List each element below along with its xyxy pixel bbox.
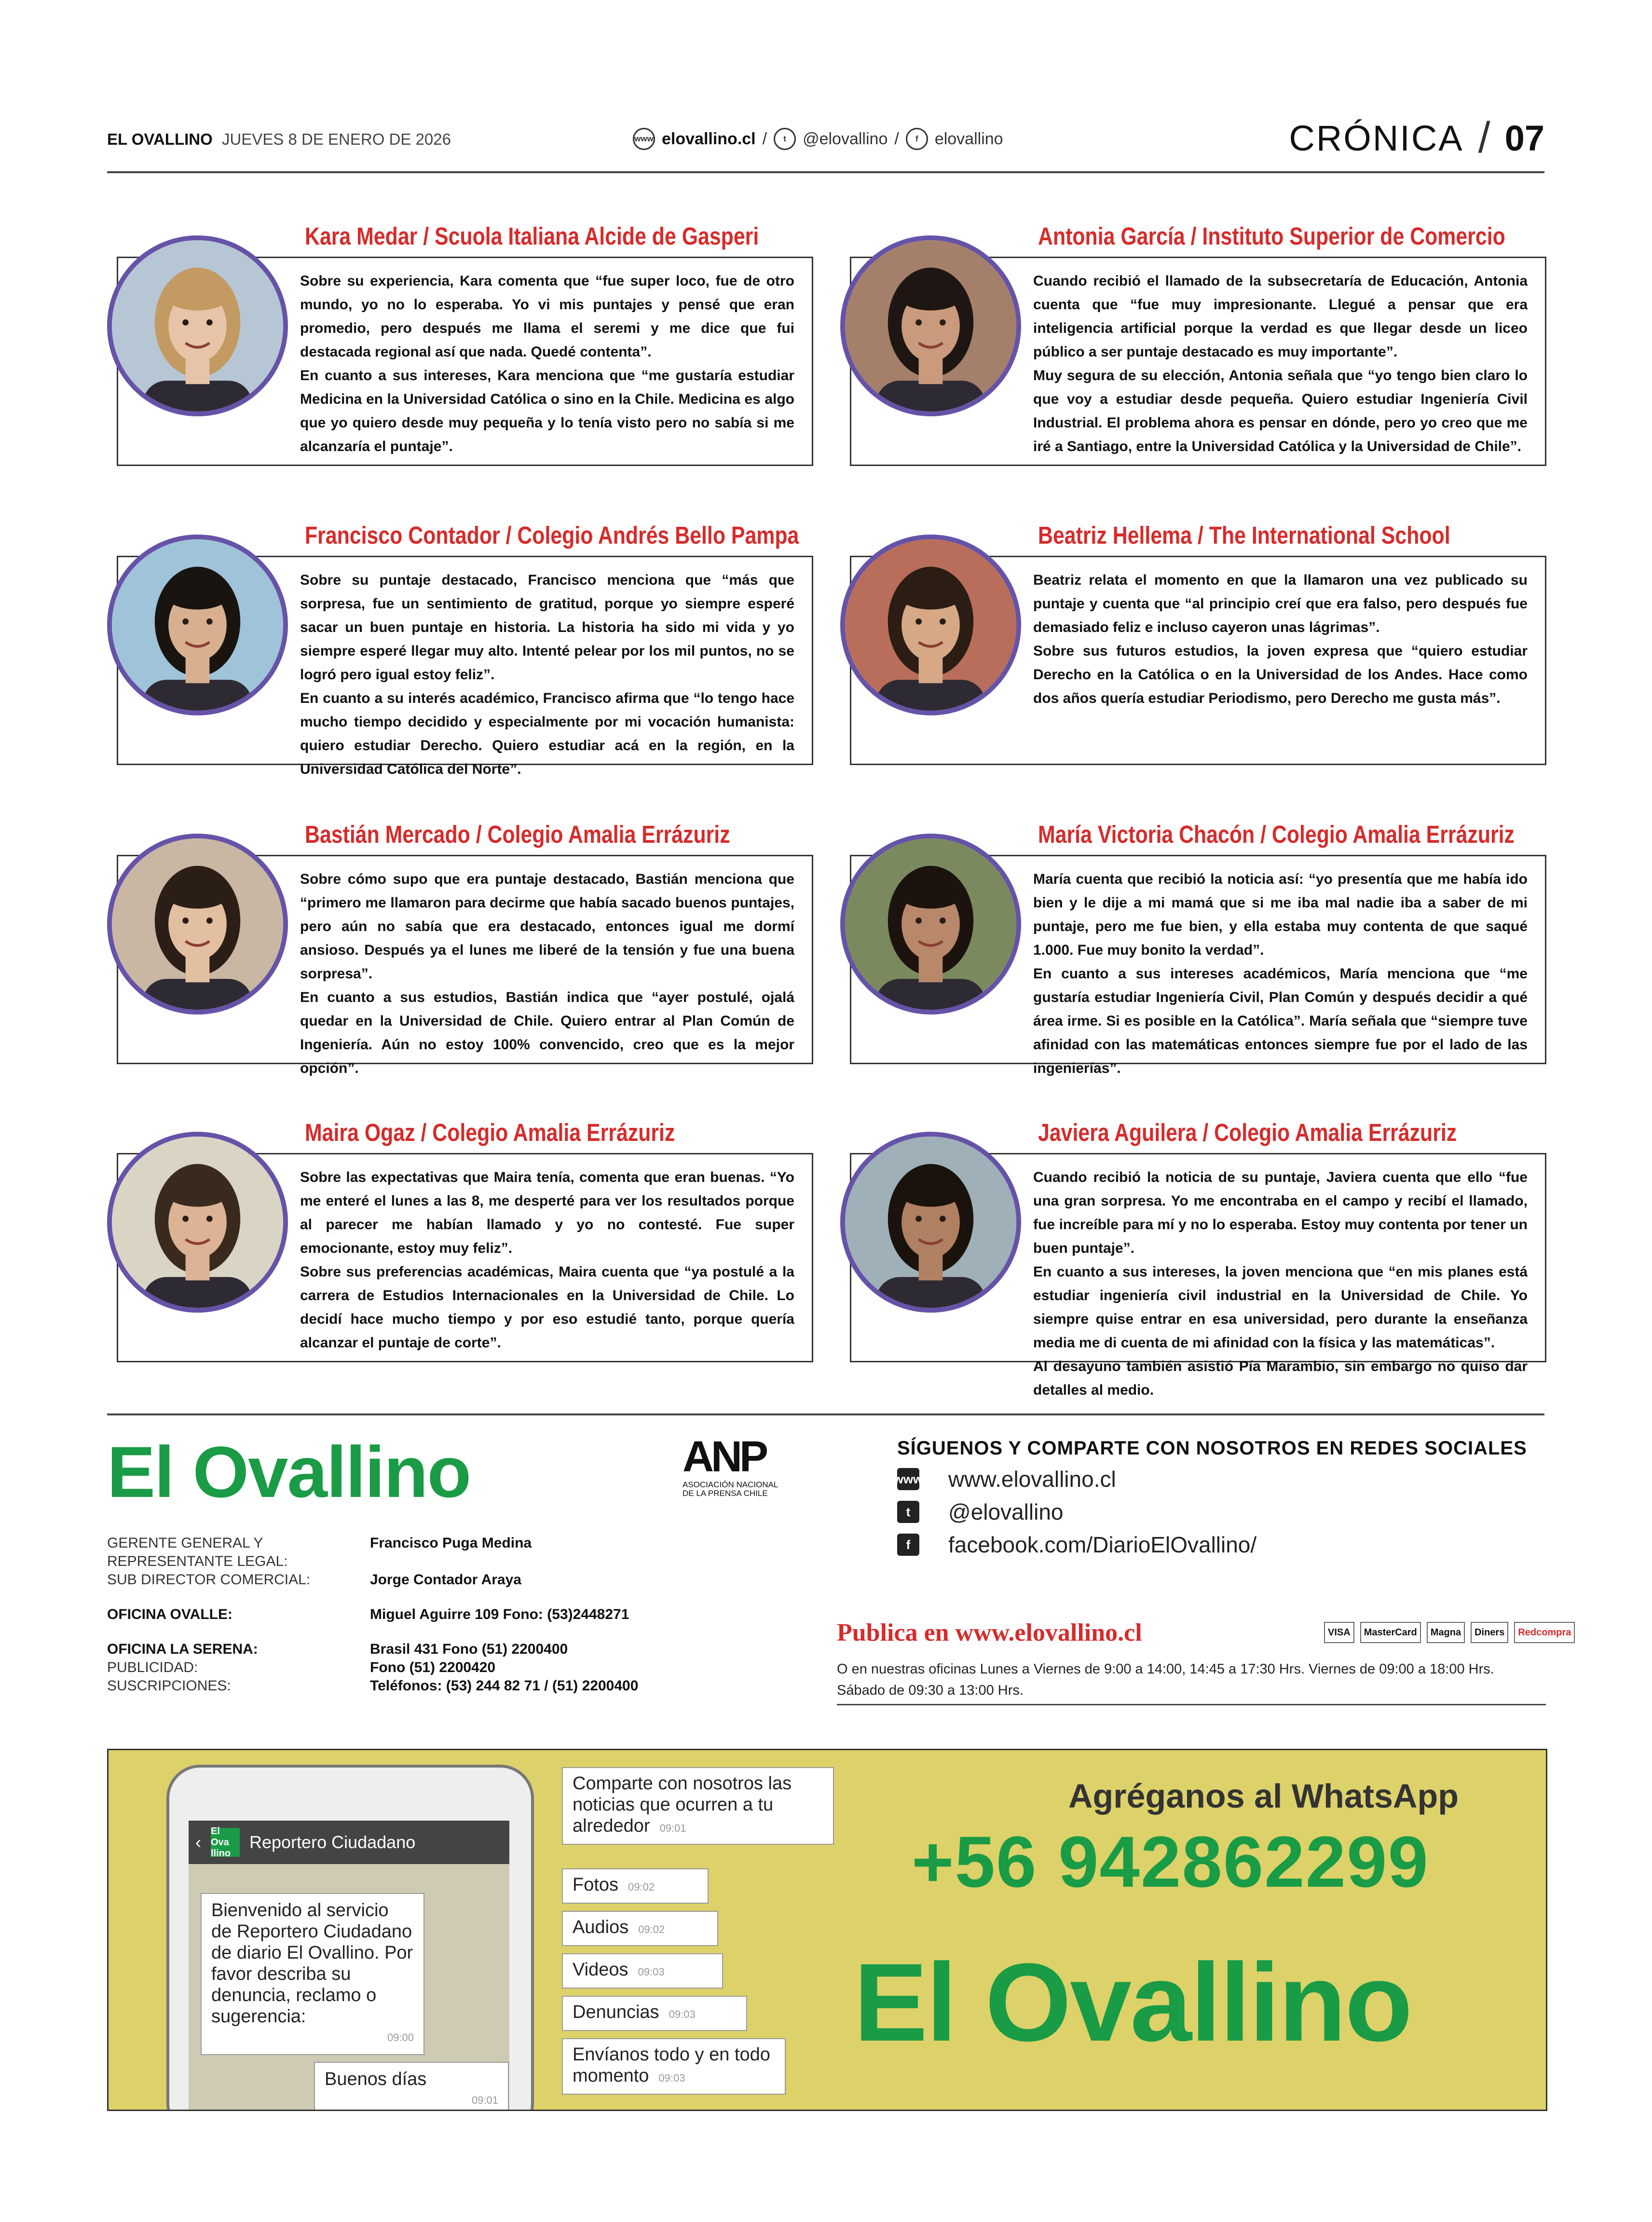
page-header [107, 113, 1544, 173]
profile-text [300, 1166, 794, 1355]
magna-card-icon: Magna [1427, 1622, 1465, 1643]
profile-paragraph: Sobre cómo supo que era puntaje destacado, Bastián menciona que “primero me llamaron para decirme que había sacado buenos puntajes, pero aún no sabía que era destacado, entonces igual me dormí ansioso. Después ya el lunes me liberé de la tensión y fue una buena sorpresa”. [300, 871, 794, 982]
profile-name: Maira Ogaz / Colegio Amalia Errázuriz [305, 1119, 675, 1146]
chat-bubble: Videos 09:03 [562, 1953, 723, 1989]
masthead [107, 130, 451, 149]
profile-card [840, 1118, 1544, 1398]
profile-name: Kara Medar / Scuola Italiana Alcide de Gasperi [305, 222, 759, 250]
profile-text [1033, 867, 1528, 1080]
www-icon: www [897, 1468, 919, 1490]
profile-name: María Victoria Chacón / Colegio Amalia Errázuriz [1038, 821, 1515, 848]
chat-bubble: Comparte con nosotros las noticias que ocurren a tu alrededor 09:01 [562, 1767, 834, 1845]
anp-logo [683, 1435, 779, 1517]
section-name: CRÓNICA [1289, 118, 1464, 158]
profile-card [107, 1118, 811, 1374]
profile-card [107, 222, 811, 478]
chat-avatar: El Ova llino [211, 1828, 240, 1857]
staff-row: SUSCRIPCIONES: Teléfonos: (53) 244 82 71 / (51) 2200400 [107, 1678, 639, 1694]
profile-paragraph: En cuanto a sus estudios, Bastián indica que “ayer postulé, ojalá quedar en la Universidad de Chile. Quiero entrar al Plan Común de Ingeniería. Aún no estoy 100% convencido, creo que es la mejor opción”. [300, 989, 794, 1076]
profile-text [300, 269, 794, 458]
facebook-icon: f [906, 128, 928, 150]
profile-text [300, 568, 794, 781]
social-title: SÍGUENOS Y COMPARTE CON NOSOTROS EN REDES SOCIALES [897, 1438, 1527, 1459]
header-social: www elovallino.cl / t @elovallino / f elovallino [633, 128, 1003, 150]
profile-text [1033, 269, 1528, 458]
profile-paragraph: En cuanto a sus intereses, la joven menciona que “en mis planes está estudiar ingeniería civil industrial en la Universidad de Chile. Yo siempre quise entrar en esa universidad, pero durante la enseñanza media me di cuenta de mi afinidad con la física y las matemáticas”. [1033, 1264, 1528, 1351]
chat-bubble: Envíanos todo y en todo momento 09:03 [562, 2038, 786, 2095]
profile-card [840, 521, 1544, 777]
office-hours: O en nuestras oficinas Lunes a Viernes de 9:00 a 14:00, 14:45 a 17:30 Hrs. Viernes de 09:00 a 18:00 Hrs. Sábado de 09:30 a 13:00 Hrs. [837, 1659, 1546, 1705]
profile-paragraph: En cuanto a su interés académico, Francisco afirma que “lo tengo hace mucho tiempo decidido y especialmente por mi vocación humanista: quiero estudiar Derecho. Quiero estudiar acá en la región, en la Universidad Católica del Norte”. [300, 690, 794, 777]
profile-paragraph: María cuenta que recibió la noticia así: “yo presentía que me había ido bien y le dije a mi mamá que si me iba mal nadie iba a saber de mi puntaje, pero me fue bien, y ella estaba muy contenta de que saqué 1.000. Fue muy bonito la verdad”. [1033, 871, 1528, 958]
profile-paragraph: Sobre sus preferencias académicas, Maira cuenta que “ya postulé a la carrera de Estudios Internacionales en la Universidad de Chile. Lo decidí hace mucho tiempo y por eso estudié tanto, porque quería alcanzar el puntaje de corte”. [300, 1264, 794, 1351]
profile-photo [840, 535, 1021, 715]
profile-text [1033, 568, 1528, 710]
profile-name: Beatriz Hellema / The International School [1038, 521, 1450, 549]
profile-paragraph: Cuando recibió la noticia de su puntaje, Javiera cuenta que ello “fue una gran sorpresa. Yo me encontraba en el campo y recibí el llamado, fue increíble para mí y no lo esperaba. Estoy muy contenta por tener un buen puntaje”. [1033, 1169, 1528, 1256]
profile-name: Francisco Contador / Colegio Andrés Bello Pampa [305, 521, 799, 549]
profile-card [840, 820, 1544, 1076]
issue-date: JUEVES 8 DE ENERO DE 2026 [221, 130, 451, 148]
page-number: 07 [1504, 118, 1544, 158]
publica-link[interactable]: Publica en www.elovallino.cl [837, 1619, 1142, 1646]
whatsapp-cta: Agréganos al WhatsApp [1068, 1777, 1459, 1815]
twitter-handle[interactable]: @elovallino [803, 129, 888, 148]
facebook-handle[interactable]: elovallino [934, 129, 1003, 148]
footer-divider [107, 1413, 1544, 1415]
welcome-message: Bienvenido al servicio de Reportero Ciudadano de diario El Ovallino. Por favor describa su denuncia, reclamo o sugerencia: 09:00 [201, 1893, 424, 2055]
social-facebook[interactable]: f facebook.com/DiarioElOvallino/ [897, 1532, 1543, 1558]
www-icon: www [633, 128, 655, 150]
twitter-icon: t [774, 128, 796, 150]
chat-bubble: Fotos 09:02 [562, 1868, 709, 1904]
phone-illustration [166, 1765, 534, 2111]
profile-card [107, 521, 811, 777]
profile-paragraph: En cuanto a sus intereses académicos, María menciona que “me gustaría estudiar Ingeniería Civil, Plan Común y después decidir a qué área irme. Si es posible en la Católica”. María señala que “siempre tuve afinidad con las matemáticas entonces siempre fue por el lado de las ingenierías”. [1033, 966, 1528, 1076]
profile-paragraph: Sobre su experiencia, Kara comenta que “fue super loco, fue de otro mundo, yo no lo esperaba. Yo vi mis puntajes y pensé que eran promedio, pero después me llama el seremi y me dice que fui destacada regional así que nada. Quedé contenta”. [300, 273, 794, 360]
chat-title: Reportero Ciudadano [249, 1832, 416, 1852]
profile-text [1033, 1166, 1528, 1402]
profile-paragraph: Sobre las expectativas que Maira tenía, comenta que eran buenas. “Yo me enteré el lunes a las 8, me desperté para ver los resultados porque al parecer me habían llamado y yo no contesté. Fue super emocionante, estoy muy feliz”. [300, 1169, 794, 1256]
profile-paragraph: Sobre su puntaje destacado, Francisco menciona que “más que sorpresa, fue un sentimiento de gratitud, porque yo siempre esperé sacar un buen puntaje en historia. La historia ha sido mi vida y yo siempre esperé llegar muy alto. Intenté pelear por los mil puntos, no se logró pero igual estoy feliz”. [300, 572, 794, 683]
profile-photo [107, 235, 288, 416]
back-icon: ‹ [195, 1832, 201, 1852]
section-label: CRÓNICA / 07 [1289, 114, 1544, 162]
facebook-icon: f [897, 1534, 919, 1556]
chat-header [189, 1821, 509, 1864]
anp-subtitle: ASOCIACIÓN NACIONAL DE LA PRENSA CHILE [683, 1480, 778, 1498]
chat-bubble: Audios 09:02 [562, 1911, 718, 1946]
banner-logo: El Ovallino [854, 1940, 1411, 2064]
staff-row: SUB DIRECTOR COMERCIAL: Jorge Contador Araya [107, 1572, 521, 1588]
profile-photo [107, 535, 288, 715]
profile-text [300, 867, 794, 1080]
profile-photo [107, 834, 288, 1015]
staff-row: GERENTE GENERAL Y REPRESENTANTE LEGAL: Francisco Puga Medina [107, 1535, 532, 1569]
whatsapp-number[interactable]: +56 942862299 [912, 1821, 1429, 1902]
profile-photo [107, 1132, 288, 1313]
profile-paragraph: Beatriz relata el momento en que la llamaron una vez publicado su puntaje y cuenta que “al principio creí que era falso, pero después fue demasiado feliz e incluso cayeron unas lágrimas”. [1033, 572, 1528, 635]
profile-name: Javiera Aguilera / Colegio Amalia Errázuriz [1038, 1119, 1457, 1146]
twitter-icon: t [897, 1501, 919, 1523]
profile-photo [840, 235, 1021, 416]
anp-mark: ANP [683, 1433, 766, 1481]
visa-card-icon: VISA [1324, 1622, 1354, 1643]
profile-photo [840, 1132, 1021, 1313]
phone-screen [189, 1821, 509, 2111]
social-www[interactable]: www www.elovallino.cl [893, 1467, 1116, 1492]
redcompra-icon: Redcompra [1514, 1622, 1575, 1643]
social-twitter[interactable]: t @elovallino [897, 1499, 1543, 1525]
profile-paragraph: Al desayuno también asistió Pía Marambio, sin embargo no quiso dar detalles al medio. [1033, 1358, 1528, 1398]
profile-paragraph: En cuanto a sus intereses, Kara menciona que “me gustaría estudiar Medicina en la Universidad Católica o sino en la Chile. Medicina es algo que yo quiero desde muy pequeña y lo tenía visto pero no sabía si me alcanzaría el puntaje”. [300, 368, 794, 454]
diners-card-icon: Diners [1471, 1622, 1508, 1643]
site-link[interactable]: elovallino.cl [662, 129, 756, 148]
staff-row: PUBLICIDAD: Fono (51) 2200420 [107, 1660, 496, 1675]
whatsapp-banner[interactable] [107, 1749, 1547, 2111]
chat-bubble: Denuncias 09:03 [562, 1996, 747, 2031]
mastercard-icon: MasterCard [1360, 1622, 1421, 1643]
staff-row: OFICINA LA SERENA: Brasil 431 Fono (51) 2200400 [107, 1641, 568, 1657]
profile-card [107, 820, 811, 1076]
social-block [893, 1438, 1543, 1558]
profile-card [840, 222, 1544, 478]
staff-row: OFICINA OVALLE: Miguel Aguirre 109 Fono: (53)2448271 [107, 1606, 629, 1622]
profile-name: Antonia García / Instituto Superior de Comercio [1038, 222, 1505, 250]
profile-photo [840, 834, 1021, 1015]
payment-methods [1324, 1622, 1575, 1643]
greeting-message: Buenos días 09:01 [314, 2062, 509, 2111]
paper-name: EL OVALLINO [107, 130, 213, 148]
profile-paragraph: Sobre sus futuros estudios, la joven expresa que “quiero estudiar Derecho en la Católica o en la Universidad de los Andes. Hace como dos años quería estudiar Periodismo, pero Derecho me gusta más”. [1033, 643, 1528, 706]
footer-logo: El Ovallino [107, 1431, 471, 1512]
profile-paragraph: Cuando recibió el llamado de la subsecretaría de Educación, Antonia cuenta que “fue muy impresionante. Llegué a pensar que era inteligencia artificial porque la verdad es que llegar desde un liceo público a ser puntaje destacado es muy importante”. [1033, 273, 1528, 360]
profile-name: Bastián Mercado / Colegio Amalia Errázuriz [305, 821, 730, 848]
staff-list [107, 1534, 734, 1695]
profile-paragraph: Muy segura de su elección, Antonia señala que “yo tengo bien claro lo que voy a estudiar desde pequeña. Quiero estudiar Ingeniería Civil Industrial. El problema ahora es pensar en dónde, pero yo creo que me iré a Santiago, entre la Universidad Católica y la Universidad de Chile”. [1033, 368, 1528, 454]
